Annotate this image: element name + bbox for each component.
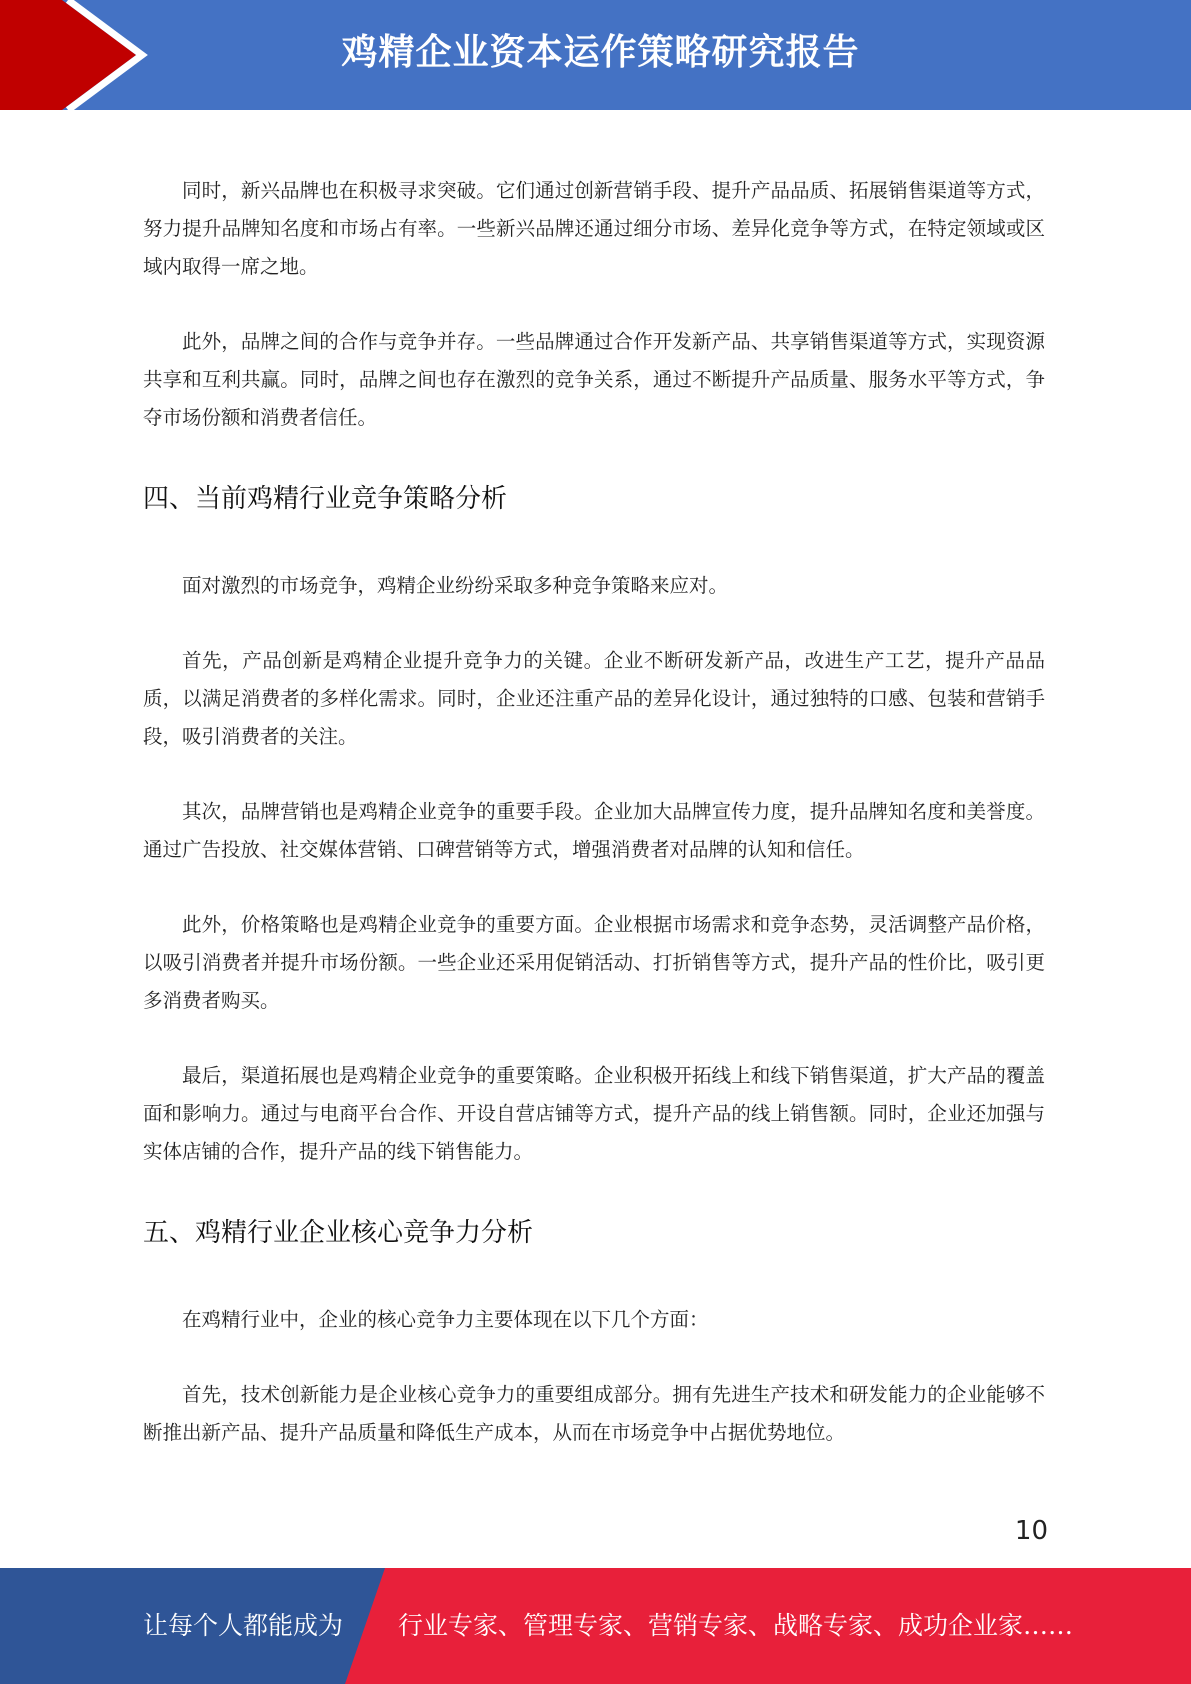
paragraph: 此外，品牌之间的合作与竞争并存。一些品牌通过合作开发新产品、共享销售渠道等方式，实现资源共享和互利共赢。同时，品牌之间也存在激烈的竞争关系，通过不断提升产品质量、服务水平等方式，争夺市场份额和消费者信任。 xyxy=(143,330,1045,429)
paragraph: 其次，品牌营销也是鸡精企业竞争的重要手段。企业加大品牌宣传力度，提升品牌知名度和美誉度。通过广告投放、社交媒体营销、口碑营销等方式，增强消费者对品牌的认知和信任。 xyxy=(143,800,1045,861)
paragraph: 首先，技术创新能力是企业核心竞争力的重要组成部分。拥有先进生产技术和研发能力的企业能够不断推出新产品、提升产品质量和降低生产成本，从而在市场竞争中占据优势地位。 xyxy=(143,1383,1045,1444)
paragraph: 此外，价格策略也是鸡精企业竞争的重要方面。企业根据市场需求和竞争态势，灵活调整产品价格，以吸引消费者并提升市场份额。一些企业还采用促销活动、打折销售等方式，提升产品的性价比，吸引更多消费者购买。 xyxy=(143,913,1045,1012)
paragraph: 同时，新兴品牌也在积极寻求突破。它们通过创新营销手段、提升产品品质、拓展销售渠道等方式，努力提升品牌知名度和市场占有率。一些新兴品牌还通过细分市场、差异化竞争等方式，在特定领域或区域内取得一席之地。 xyxy=(143,179,1045,278)
page-footer xyxy=(0,1568,1191,1684)
paragraph: 首先，产品创新是鸡精企业提升竞争力的关键。企业不断研发新产品，改进生产工艺，提升产品品质，以满足消费者的多样化需求。同时，企业还注重产品的差异化设计，通过独特的口感、包装和营销手段，吸引消费者的关注。 xyxy=(143,649,1045,748)
footer-slogan-left: 让每个人都能成为 xyxy=(143,1611,344,1640)
footer-slogan-right: 行业专家、管理专家、营销专家、战略专家、成功企业家…… xyxy=(398,1611,1074,1640)
section-heading: 四、当前鸡精行业竞争策略分析 xyxy=(143,484,508,514)
report-title: 鸡精企业资本运作策略研究报告 xyxy=(341,32,860,73)
section-heading: 五、鸡精行业企业核心竞争力分析 xyxy=(143,1218,534,1248)
page-content xyxy=(143,172,1045,1489)
paragraph: 面对激烈的市场竞争，鸡精企业纷纷采取多种竞争策略来应对。 xyxy=(182,574,729,597)
paragraph: 在鸡精行业中，企业的核心竞争力主要体现在以下几个方面： xyxy=(182,1308,709,1331)
page-header xyxy=(0,0,1191,110)
paragraph: 最后，渠道拓展也是鸡精企业竞争的重要策略。企业积极开拓线上和线下销售渠道，扩大产品的覆盖面和影响力。通过与电商平台合作、开设自营店铺等方式，提升产品的线上销售额。同时，企业还加强与实体店铺的合作，提升产品的线下销售能力。 xyxy=(143,1064,1045,1163)
page-number: 10 xyxy=(1014,1516,1048,1546)
